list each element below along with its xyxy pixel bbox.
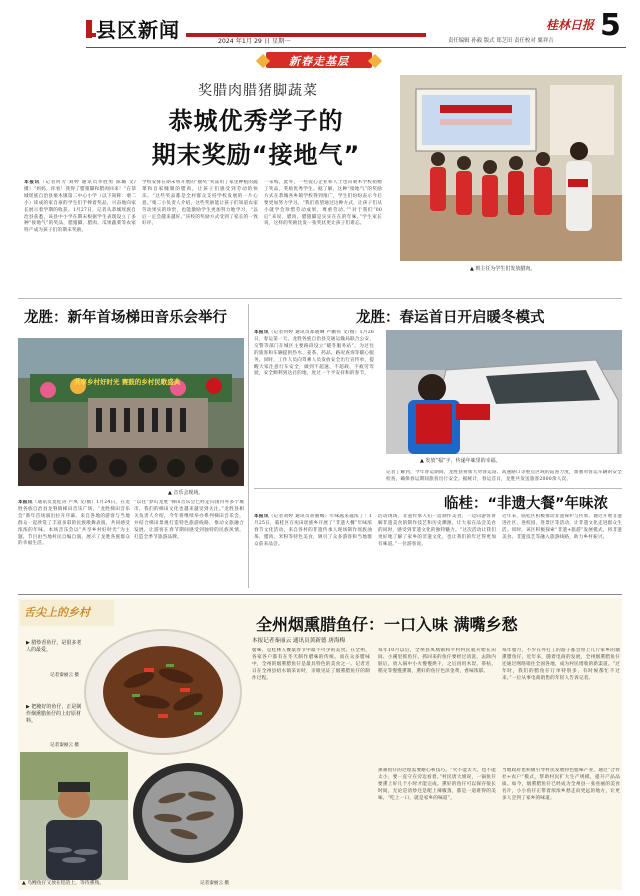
fish-body-col3: 每年腊月，不少在外打工的游子都会带上几斤家乡的烟熏腊鱼仔。近年来，随着电商的发展，全州烟熏腊鱼仔还通过网络销往全国各地，成为村民增收的新渠道。“过年时，我们的腊鱼仔订单特别多，有时候都忙不过来。”一位从事电商销售的年轻人告诉记者。: [502, 648, 620, 681]
transport-body-col1: 本报讯（记者何婷 通讯员郑晓琳 卢鹏伟 文/摄）1月26日，春运第一天，龙胜各族自治县交通运输局联合公安、交警等部门在城区主要路段设立“暖冬服务站”，为过往的旅客和车辆提供热水、姜茶、药品、路况查询等暖心服务。同时，工作人员向驾乘人员发放安全出行宣传单，提醒大家注意行车安全，做到不超速、不超载、不疲劳驾驶，安全顺利到达目的地，度过一个平安祥和的春节。: [254, 330, 374, 377]
date-line: 2024 年1月 29 日 星期一: [218, 38, 291, 45]
paper-name-logo: 桂林日报: [546, 18, 595, 32]
main-photo-caption: ▲ 班主任为学生们发放腊肉。: [470, 266, 536, 272]
main-story-body-col2: 学校安排在期末将开展的“抽奖”奖品用了家里种植的蔬菜和自家腌制的腊肉，让孩子们感受到劳动的快乐。“这些奖品都是全村群众支持学校发展的一片心意。”栗二小负责人介绍，这些奖励能让孩子们知道农家劳动果实的珍贵，也能激励学生更加努力地学习，“以后一定会越来越好。”该校的奖励方式受到了家长的一致好评。: [142, 180, 258, 227]
transport-headline: 龙胜：春运首日开启暖冬模式: [356, 310, 545, 326]
main-story-headline-2: 期末奖励“接地气”: [151, 141, 361, 169]
heritage-body-col3: 近年来，临桂区积极推动非遗保护与传承，通过开展非遗进社区、进校园、进景区等活动，让非遗文化走进群众生活。同时，该区积极探索“非遗+旅游”发展模式，将非遗美食、非遗技艺等融入旅游线路，助力乡村振兴。: [502, 514, 622, 540]
fish-body-col2b: 熏制鱼仔的过程需要耐心和技巧。“火不能太大，也不能太小，要一直守在旁边看着。”村民唐大姐说，一锅鱼仔要熏上好几个小时才能完成。熏好的鱼仔可以保存很长时间，无论是清炒还是配上辣椒蒸，都是一道难得的美味，“吃上一口，就是家乡的味道”。: [378, 768, 496, 801]
music-body-col1: 本报讯（通讯员莫桂涛 卢凤 文/摄）1月24日，在龙胜各族自治县龙脊镇梯田音乐广场，“龙胜梯田音乐会”新年首场演出拉开序幕。来自各地的游客与当地群众一起欣赏了丰富多彩的民族歌舞表演，共同感受浓浓的年味。本场音乐会以“共享乡村好时光”为主题，节目由当地村民自编自演，展示了龙胜各族群众的幸福生活。: [18, 500, 130, 547]
divider: [18, 298, 622, 299]
fish-byline: 本报记者秦丽云 通讯员黄新德 唐海梅: [252, 638, 346, 644]
masthead-rule: [86, 47, 626, 48]
divider: [254, 488, 622, 489]
banner-label: 新春走基层: [289, 55, 349, 68]
fish-headline: 全州烟熏腊鱼仔：一口入味 满嘴乡愁: [256, 615, 518, 634]
fish-body-col2: 每年10月以后，全州县凤凰镇和平村村民就开始在田间、小溪里抓鱼仔。抓回来的鱼仔要经过清洗、去除内脏后，放入锅中小火慢慢烘干，之后再用木炭、茶枯、稻壳等慢慢熏制，熏好的鱼仔色泽金黄，香味浓郁。: [378, 648, 496, 674]
music-photo-caption: ▲ 音乐会现场。: [168, 490, 204, 496]
column-label: 舌尖上的乡村: [24, 606, 90, 619]
music-photo: [18, 338, 244, 486]
masthead-block: [86, 20, 92, 38]
heritage-body-col2: 活动现场，非遗传承人们一边制作美食，一边向游客讲解非遗美食的制作技艺和历史渊源，让大家在品尝美食的同时，感受到非遗文化的独特魅力。“这次活动让我们更好地了解了家乡的非遗文化，也让我们的年过得更加有味道。”一位游客说。: [378, 514, 496, 547]
concert-scene: [18, 338, 244, 486]
fish-credit-1: 记者秦丽云 摄: [50, 673, 80, 678]
heritage-headline: 临桂：“非遗大餐”年味浓: [444, 496, 609, 512]
fish-body-col1: 腊味，是桂林人餐桌春节中最不可少的美食。在全州，各家各户都有在冬天制作腊味的传统。而在众多腊味中，全州的烟熏腊鱼仔是最具特色的美食之一。记者近日在全州县绍水镇采访时，亲眼见证了烟熏腊鱼仔的制作过程。: [252, 648, 370, 681]
fish-credit-2: 记者秦丽云 摄: [50, 743, 80, 748]
fish-caption-1: ▶ 腊炒香鱼仔，是很多老人的最爱。: [26, 640, 82, 653]
fish-credit-3: 记者秦丽云 摄: [200, 881, 230, 886]
music-photo-banner-text: 共享乡村好时光 赛鼓的乡村民歌盛典: [74, 378, 181, 386]
new-spring-banner: [266, 52, 372, 70]
car-window-scene: [386, 330, 622, 454]
byline: 本报讯: [24, 180, 41, 185]
section-title: 县区新闻: [96, 14, 186, 43]
music-body-col2: “以往“梦幻龙胜”梯田音乐会已经走向国内外多个城市，我们的梯田文化也越来越受到关注。”龙胜县相关负责人介绍，今年将继续举办系列梯田音乐会，并结合梯田景观打造特色旅游线路，推动文旅融合发展，让游客在春节期间感受到独特的民族风情，打造全季节旅游品牌。: [134, 500, 244, 540]
editor-line: 责任编辑 孙毅 版式 郑芝田 责任校对 粟祥吉: [448, 38, 554, 44]
main-story-body-col1: 本报讯（记者何芳 刘婷 通讯员李胜勇 陈璐 文/摄）“妈妈，你看！我得了腊猪脚和腊肉回来！”在恭城瑶族自治县栗木镇第二中心小学（以下简称：栗二小）读成的家自豪的学生们手捧着奖品，兴奋地向家长展示着学期的收获。1月27日，记者从恭城瑶族自治县获悉，该县中小学在期末根据学生表现设立了多种“接地气”的奖品，腊猪脚、腊肉、瓜果蔬菜等农家特产成为孩子们的期末奖励。: [24, 180, 136, 234]
fish-body-col3b: 当地政府也积极引导村民发展特色腊味产业，通过“合作社+农户”模式，帮助村民扩大生产规模，提升产品品质。如今，烟熏腊鱼仔已经成为全州县一张亮丽的美食名片，小小鱼仔正带着浓浓乡愁走向更远的地方，让更多人尝到了家乡的味道。: [502, 768, 620, 801]
main-story-body-col3: 一采购、此外，一些爱心企业和人士也向栗木学校捐赠了奖品，奖励优秀学生。据了解，这种“接地气”的奖励方式在恭城各乡镇学校得到推广，学生们纷纷表示今后要更加努力学习。“我们希望通过这种方式，让孩子们从小就学会珍惜劳动成果，尊重劳动。”“对于我们“00后”来说，腊肉、腊猪脚是实实在在的年味。”学生家长说，这样的奖励比发一张奖状更让孩子们难忘。: [264, 180, 382, 227]
villager-holding-fish: [20, 752, 128, 880]
fried-fish-dish: [84, 628, 242, 756]
vertical-rule: [248, 304, 249, 588]
transport-photo: [386, 330, 622, 454]
transport-body-col2: 记者了解到，今年春运期间，龙胜县将加大对客运站、高速路口等重点区域的巡查力度，加强对客运车辆的安全检查，确保春运期间旅客出行安全。据统计，春运首日，龙胜共发送旅客2000余人次。: [386, 470, 622, 482]
main-story-headline-1: 恭城优秀学子的: [168, 107, 344, 135]
main-story-photo: [400, 75, 622, 261]
fish-grill-photo: [132, 762, 244, 864]
divider: [18, 594, 622, 595]
music-headline: 龙胜：新年首场梯田音乐会举行: [24, 310, 227, 326]
classroom-scene: [400, 75, 622, 261]
fish-man-photo: [20, 752, 128, 880]
page-number: 5: [600, 8, 621, 43]
masthead: [0, 0, 640, 60]
fish-caption-3: ▲ 乌鲤鱼仔又放在铝箔上，等待熏熟。: [22, 881, 104, 886]
fish-on-foil: [132, 762, 244, 864]
transport-photo-caption: ▲ 发放“福”字，传递年味里的幸福。: [420, 458, 501, 464]
fish-dish-photo: [84, 628, 242, 756]
fish-caption-2: ▶ 把腌好的鱼仔，正是制作烟熏腊鱼仔的上好原材料。: [26, 704, 82, 724]
main-story-kicker: 奖腊肉腊猪脚蔬菜: [198, 83, 318, 99]
heritage-body-col1: 本报讯（记者刘婷 通讯员蒋丽娜）年味越来越浓了！1月25日，临桂区在宛田瑶族乡开展了“非遗大餐”年味浓春节文化活动，来自各村的非遗传承人现场制作瑶族油茶、腊肉、米粉等特色美食，吸引了众多游客和当地群众前来品尝。: [254, 514, 372, 547]
